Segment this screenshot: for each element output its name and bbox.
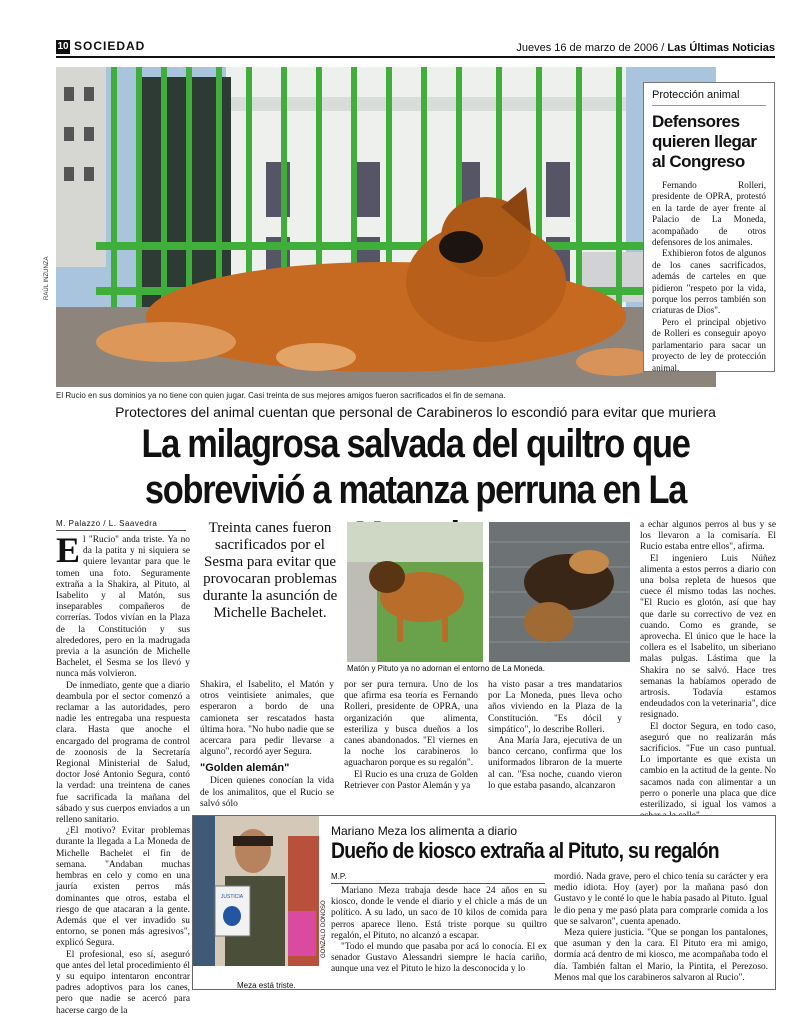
header-rule (56, 56, 775, 58)
article-paragraph: Shakira, el Isabelito, el Matón y otros veintisiete animales, que esperaron a bordo de una camioneta ser rescatados hasta última hora. "No hubo nadie que se acercara para pedir llevarse a alguno", recordó ayer Segura. (200, 680, 334, 758)
page-number: 10 (57, 41, 69, 52)
date-text: Jueves 16 de marzo de 2006 / (516, 42, 665, 54)
box-column-1 (331, 886, 547, 976)
article-paragraph: El doctor Segura, en todo caso, aseguró que no realizarán más sacrificios. "Fue un caso puntual. Lo importante es que exista un cambio en la actitud de la gente. No sacamos nada con alimentar a un perro o ponerle una placa que dice esterilizado, si igual los vamos a (640, 721, 776, 811)
box-byline: M.P. (331, 872, 545, 884)
photo-dog-lying (489, 522, 630, 662)
headline-line-2: sobrevivió a matanza perruna en La (144, 468, 687, 512)
box-paragraph: "Todo el mundo que pasaba por acá lo conocía. El ex senador Gustavo Alessandri siempre le hacía cariño, aunque una vez el Pituto le hizo la desconocida y lo (331, 942, 547, 975)
article-paragraph: El Rucio es una cruza de Golden Retriever con Pastor Alemán y ya (344, 769, 478, 791)
article-paragraph: Ana María Jara, ejecutiva de un banco cercano, confirma que los uniformados libraron de la muerte al can. "Esa noche, cuando vieron lo que estaba pasando, alcanzaron (488, 736, 622, 791)
sidebar-paragraph: Pero el principal objetivo de Rolleri es conseguir apoyo parlamentario para sacar un proyecto de ley de protección animal. (652, 316, 766, 373)
photo-kiosk-owner-illustration (193, 816, 319, 966)
main-photo-caption: El Rucio en sus dominios ya no tiene con quien jugar. Casi treinta de sus mejores amigos fueron sacrificados el fin de semana. (56, 391, 506, 400)
article-paragraph: ha visto pasar a tres mandatarios por La Moneda, pues lleva ocho años viviendo en la Plaza de la Constitución. "Es dócil y simpático", lo describe Rolleri. (488, 680, 622, 735)
section-title: SOCIEDAD (74, 39, 146, 53)
photo-dog-standing-illustration (347, 522, 483, 662)
article-paragraph: El profesional, eso sí, aseguró que antes del letal procedimiento él y su equipo intentaron encontrar padres adoptivos para los canes, pero que nadie se acercó para hacerse cargo de la (56, 949, 190, 1016)
article-paragraph: El ingeniero Luis Núñez alimenta a estos perros a diario con una bolsa repleta de huesos que cuece él mismo todas las noches. "El Rucio es glotón, así que hay que darle su correctivo de vez en cuando. Como es grande, se aprovecha. El único que le hace la collera es el Isabelito, un siberiano malas pulgas. Lástima que la Shakira no se salvó. Hace tres semanas la habíamos operado de artrosis. Todavía estamos endeudados con la veterinaria", dice resignado. (640, 553, 776, 721)
photo-kiosk-owner (193, 816, 319, 966)
photo-dog-standing (347, 522, 483, 662)
headline-line-1: La milagrosa salvada del quiltro que (141, 422, 690, 466)
main-photo-illustration (56, 67, 716, 387)
photo-dog-lying-illustration (489, 522, 630, 662)
small-photos-caption: Matón y Pituto ya no adornan el entorno de La Moneda. (347, 664, 545, 673)
article-column-4 (488, 680, 622, 792)
lead-text: l "Rucio" anda triste. Ya no da la patita y ni siquiera se quiere levantar para que le tomen una foto. Seguramente extraña a la Shakira, al Pituto, al Isabelito y al Matón, sus inseparables compañeros de correrías. Todos vivían en la Plaza de la Constitución y sus alrededores, pero en la madrugada previa a la asunción de Michelle Bachelet, el Sesma se los llevó y nunca más volvieron. (56, 535, 190, 680)
box-photo-credit: GONZALO DONOSO (321, 900, 327, 958)
box-photo-caption: Meza está triste. (237, 981, 296, 990)
box-kicker: Mariano Meza los alimenta a diario (331, 824, 518, 838)
issue-date (516, 42, 775, 54)
article-paragraph: por ser pura ternura. Uno de los que afirma esa teoría es Fernando Rolleri, presidente de OPRA, una organización que alimenta, esteriliza y busca dueños a los canes abandonados. "El viernes en la noche los carabineros lo aguacharon porque es su regalón". (344, 680, 478, 769)
article-column-1 (56, 530, 190, 1017)
sidebar-box (643, 82, 775, 372)
inline-subtitle: "Golden alemán" (200, 762, 290, 775)
sidebar-body (652, 180, 766, 374)
sidebar-kicker: Protección animal (652, 89, 766, 106)
pull-quote: Treinta canes fueron sacrificados por el Sesma para evitar que provocaran problemas durante la asunción de Michelle Bachelet. (202, 520, 338, 621)
article-column-5 (640, 520, 776, 822)
photo-credit: RAÚL INZUNZA (44, 256, 50, 300)
sign-text: JUSTICIA (220, 894, 244, 900)
main-photo-dog (56, 67, 716, 387)
article-column-2 (200, 680, 334, 810)
box-paragraph: mordió. Nada grave, pero el chico tenía su carácter y era medio idiota. Hoy (ayer) por la mañana pasó don Gustavo y le conté lo que le había pasado al Pituto. Igual le dio pena y me pasó plata para comprarle comida a los que se salvaron", cuenta apenado. (554, 872, 768, 927)
article-byline: M. Palazzo / L. Saavedra (56, 519, 186, 531)
article-subhead: Protectores del animal cuentan que personal de Carabineros lo escondió para evitar que muriera (115, 404, 716, 420)
article-paragraph: ¿El motivo? Evitar problemas durante la llegada a La Moneda de Michelle Bachelet el fin de semana. "Andaban muchas hembras en celo y como en una jauría existen perros más dominantes que otros, estaba el riesgo de que atacaran a la gente. Además que el ver invadido su entorno, se ponen más agresivos", explicó Segura. (56, 826, 190, 949)
article-column-3 (344, 680, 478, 792)
box-paragraph: Meza quiere justicia. "Que se pongan los pantalones, que asuman y den la cara. El Pituto era mi amigo, dormía acá dentro de mi kiosco, me acompañaba todo el día. También faltan el Mario, la Pintita, el Perezoso. Menos mal que los carabineros salvaron al Rucio". (554, 928, 768, 983)
article-paragraph: Dicen quienes conocían la vida de los animalitos, que el Rucio se salvó sólo (200, 776, 334, 809)
box-title: Dueño de kiosco extraña al Pituto, su regalón (331, 838, 719, 863)
box-paragraph: Mariano Meza trabaja desde hace 24 años en su kiosco, donde le vende el diario y el chicle a más de un político. A su lado, un saco de 10 kilos de comida para perros aparece lleno. Está triste porque su quiltro regalón, el Pituto, no alcanzó a escapar. (331, 886, 547, 941)
sidebar-paragraph: Exhibieron fotos de algunos de los canes sacrificados, además de carteles en que pidieron "respeto por la vida, porque los perros también son criaturas de Dios". (652, 248, 766, 316)
article-paragraph (56, 530, 190, 681)
sidebar-title: Defensores quieren llegar al Congreso (652, 112, 757, 171)
sidebar-paragraph: Fernando Rolleri, presidente de OPRA, protestó en la tarde de ayer frente al Palacio de La Moneda, acompañado de otros defensores de los animales. (652, 180, 766, 248)
article-paragraph: a echar algunos perros al bus y se los llevaron a la comisaría. El Rucio estaba entre ellos", afirma. (640, 520, 776, 553)
article-paragraph: De inmediato, gente que a diario deambula por el sector comenzó a reclamar a las autoridades, pero nadie les entregaba una respuesta clara. Hasta que anoche el encargado del programa de control de zoonosis de la Secretaría Regional Ministerial de Salud, doctor José Antonio Segura, contó la verdad: una treintena de canes fue sacrificada la mañana del sábado y sus cuerpos enviados a un relleno sanitario. (56, 680, 190, 826)
box-column-2 (554, 872, 768, 984)
dropcap: E (56, 530, 81, 570)
newspaper-name: Las Últimas Noticias (667, 42, 775, 54)
